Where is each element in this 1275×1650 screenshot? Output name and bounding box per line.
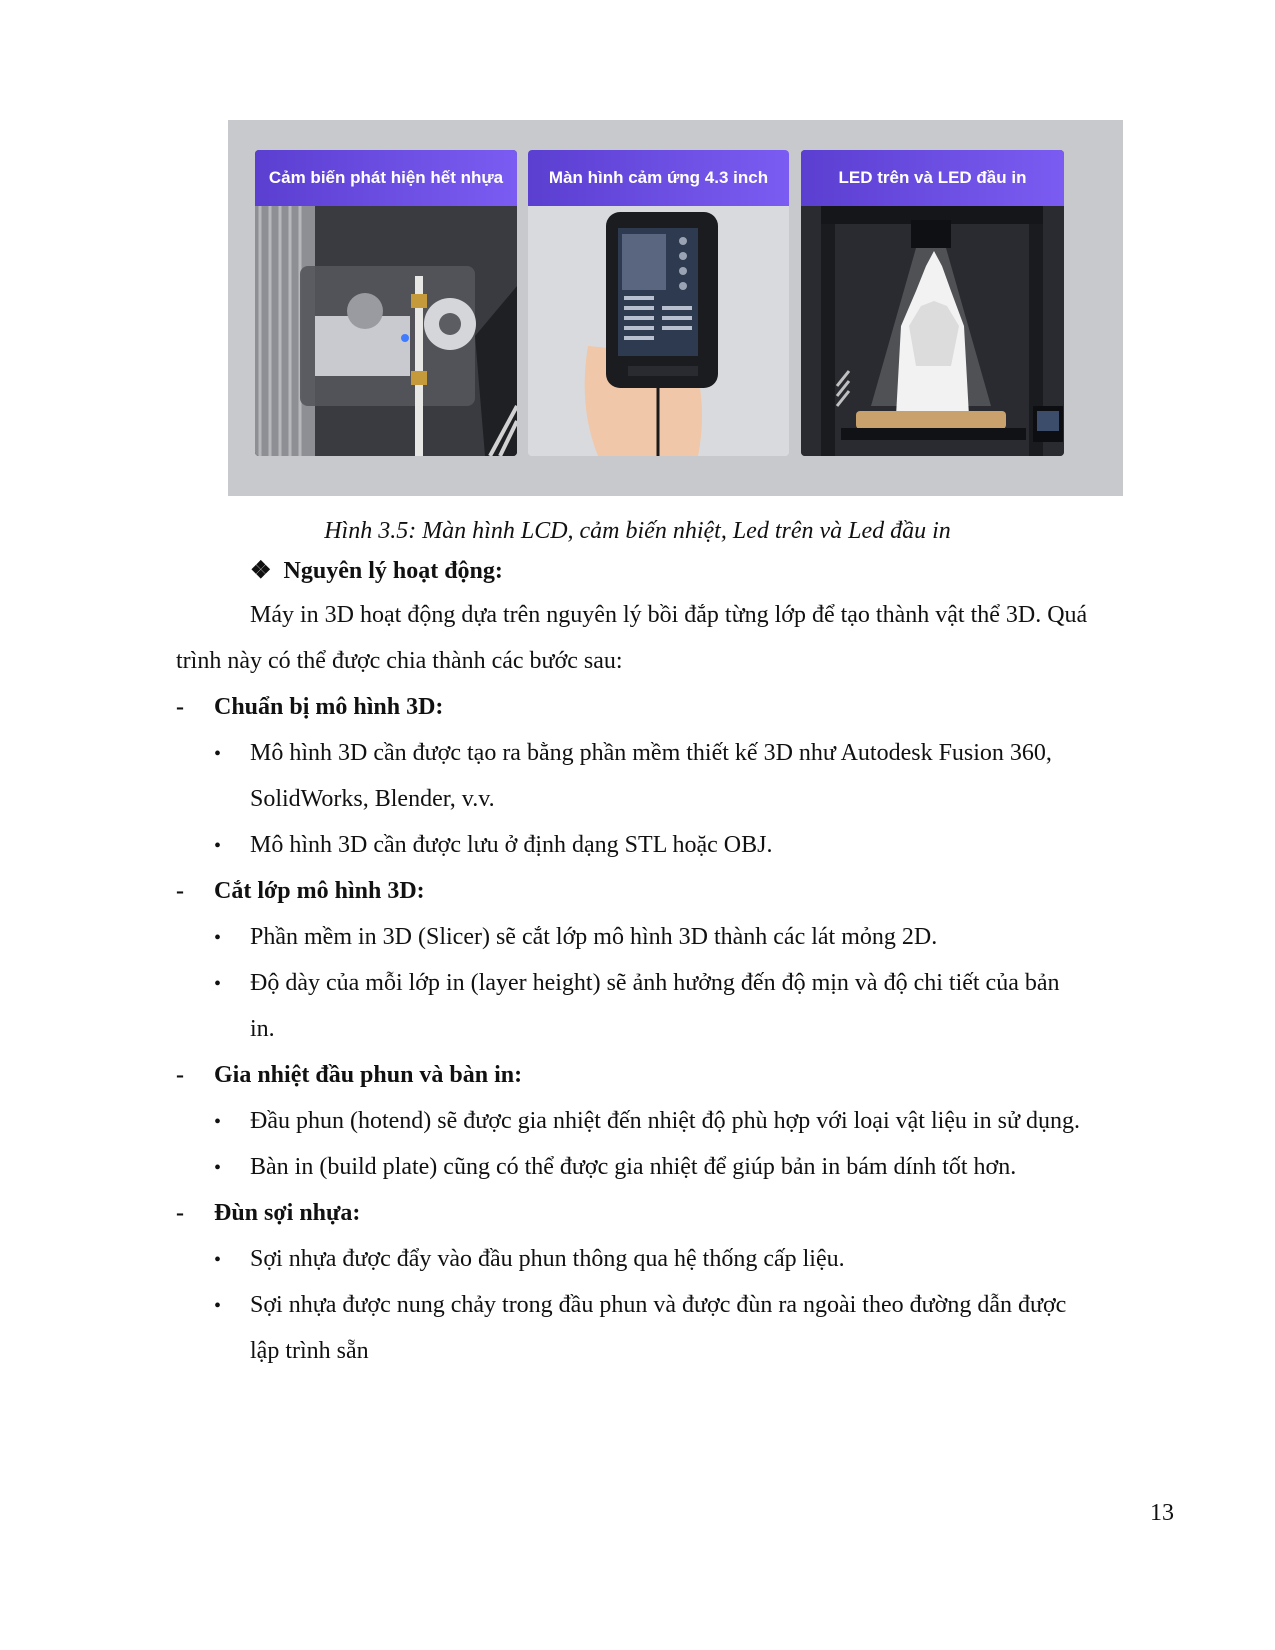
list-item: Sợi nhựa được đẩy vào đầu phun thông qua hệ thống cấp liệu.	[250, 1246, 845, 1272]
panel-led	[801, 150, 1064, 456]
section-title: Cắt lớp mô hình 3D:	[214, 878, 425, 904]
intro-line-2: trình này có thể được chia thành các bước sau:	[176, 648, 623, 674]
dash-bullet-icon: -	[176, 694, 184, 720]
dash-bullet-icon: -	[176, 1200, 184, 1226]
list-item-continuation: lập trình sẵn	[250, 1338, 369, 1364]
list-item: Phần mềm in 3D (Slicer) sẽ cắt lớp mô hình 3D thành các lát mỏng 2D.	[250, 924, 938, 950]
list-item: Sợi nhựa được nung chảy trong đầu phun và được đùn ra ngoài theo đường dẫn được	[250, 1292, 1067, 1318]
bullet-icon: •	[214, 1249, 222, 1271]
list-item-continuation: SolidWorks, Blender, v.v.	[250, 786, 495, 812]
bullet-icon: •	[214, 1157, 222, 1179]
intro-line-1: Máy in 3D hoạt động dựa trên nguyên lý bồi đắp từng lớp để tạo thành vật thể 3D. Quá	[250, 602, 1088, 628]
diamond-bullet-icon: ❖	[250, 558, 272, 584]
page-number: 13	[1150, 1500, 1174, 1526]
list-item: Độ dày của mỗi lớp in (layer height) sẽ ảnh hưởng đến độ mịn và độ chi tiết của bản	[250, 970, 1060, 996]
dash-bullet-icon: -	[176, 1062, 184, 1088]
section-title: Gia nhiệt đầu phun và bàn in:	[214, 1062, 523, 1088]
filament-runout-sensor-photo	[255, 206, 517, 456]
list-item: Mô hình 3D cần được tạo ra bằng phần mềm thiết kế 3D như Autodesk Fusion 360,	[250, 740, 1052, 766]
panel-filament-sensor	[255, 150, 517, 456]
bullet-icon: •	[214, 927, 222, 949]
list-item: Mô hình 3D cần được lưu ở định dạng STL hoặc OBJ.	[250, 832, 773, 858]
panel-touchscreen	[528, 150, 789, 456]
bullet-icon: •	[214, 1111, 222, 1133]
bullet-icon: •	[214, 1295, 222, 1317]
section-title: Chuẩn bị mô hình 3D:	[214, 694, 444, 720]
touchscreen-photo	[528, 206, 789, 456]
list-item: Bàn in (build plate) cũng có thể được gia nhiệt để giúp bản in bám dính tốt hơn.	[250, 1154, 1017, 1180]
dash-bullet-icon: -	[176, 878, 184, 904]
bullet-icon: •	[214, 973, 222, 995]
panel-label: Cảm biến phát hiện hết nhựa	[255, 150, 517, 206]
figure-3-5	[228, 120, 1123, 496]
bullet-icon: •	[214, 835, 222, 857]
list-item: Đầu phun (hotend) sẽ được gia nhiệt đến nhiệt độ phù hợp với loại vật liệu in sử dụng.	[250, 1108, 1080, 1134]
panel-label: Màn hình cảm ứng 4.3 inch	[528, 150, 789, 206]
principle-heading-text: Nguyên lý hoạt động:	[283, 558, 503, 584]
figure-caption: Hình 3.5: Màn hình LCD, cảm biến nhiệt, Led trên và Led đầu in	[324, 518, 951, 544]
bullet-icon: •	[214, 743, 222, 765]
list-item-continuation: in.	[250, 1016, 275, 1042]
printer-led-photo	[801, 206, 1064, 456]
panel-label: LED trên và LED đầu in	[801, 150, 1064, 206]
section-title: Đùn sợi nhựa:	[214, 1200, 361, 1226]
principle-heading	[250, 556, 503, 585]
